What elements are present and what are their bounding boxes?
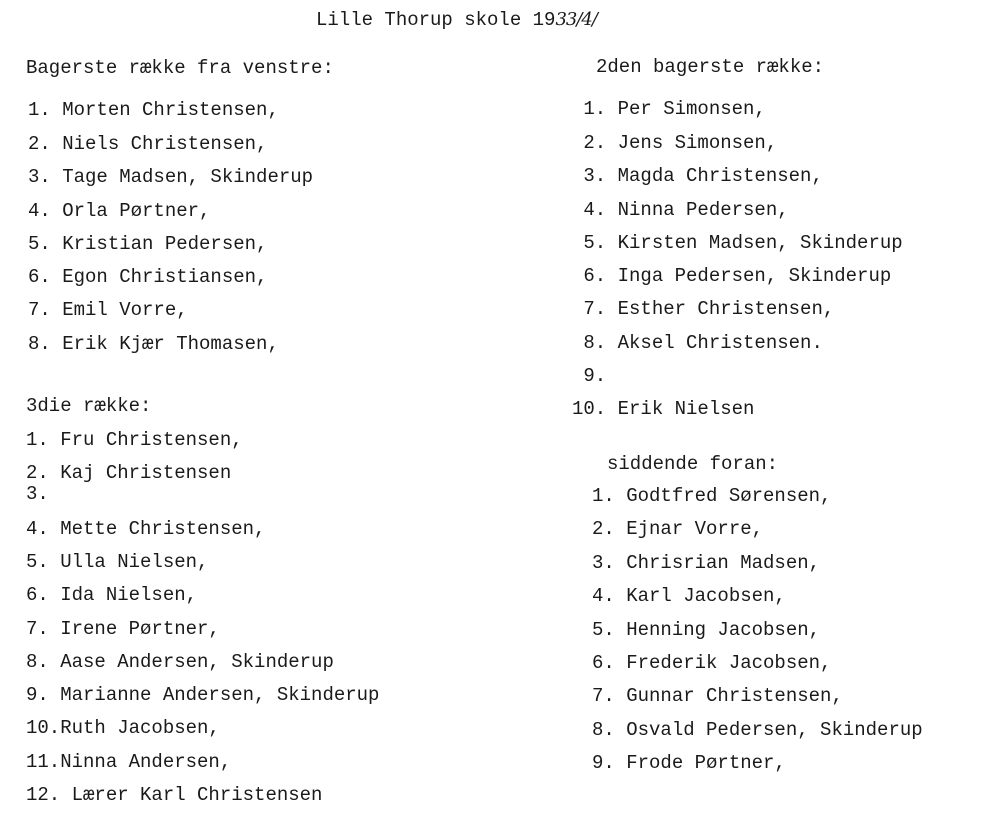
list-item: 11.Ninna Andersen,	[26, 751, 232, 773]
list-item: 9. Marianne Andersen, Skinderup	[26, 684, 380, 706]
list-item: 6. Frederik Jacobsen,	[592, 652, 832, 674]
list-item: 8. Aksel Christensen.	[572, 332, 823, 354]
title-text: Lille Thorup skole 19	[316, 9, 556, 31]
list-item: 4. Orla Pørtner,	[28, 200, 211, 222]
list-item: 6. Egon Christiansen,	[28, 266, 268, 288]
list-item: 5. Kristian Pedersen,	[28, 233, 268, 255]
list-item: 1. Morten Christensen,	[28, 99, 279, 121]
list-item: 4. Ninna Pedersen,	[572, 199, 789, 221]
list-item: 3. Chrisrian Madsen,	[592, 552, 821, 574]
list-item: 6. Ida Nielsen,	[26, 584, 198, 606]
back-row-heading: Bagerste række fra venstre:	[26, 57, 334, 79]
list-item: 3. Magda Christensen,	[572, 165, 823, 187]
list-item: 2. Ejnar Vorre,	[592, 518, 764, 540]
second-back-row-heading: 2den bagerste række:	[596, 56, 825, 78]
list-item: 7. Gunnar Christensen,	[592, 685, 843, 707]
list-item: 10. Erik Nielsen	[572, 398, 755, 420]
title-year-handwritten: 33/4/	[555, 9, 597, 30]
list-item: 8. Erik Kjær Thomasen,	[28, 333, 279, 355]
list-item: 5. Ulla Nielsen,	[26, 551, 209, 573]
third-row-heading: 3die række:	[26, 395, 152, 417]
list-item: 4. Mette Christensen,	[26, 518, 266, 540]
list-item: 2. Kaj Christensen	[26, 462, 232, 484]
list-item: 10.Ruth Jacobsen,	[26, 717, 220, 739]
document-title	[316, 8, 597, 32]
list-item: 6. Inga Pedersen, Skinderup	[572, 265, 892, 287]
list-item: 8. Osvald Pedersen, Skinderup	[592, 719, 923, 741]
list-item: 2. Jens Simonsen,	[572, 132, 778, 154]
list-item: 5. Henning Jacobsen,	[592, 619, 821, 641]
list-item: 5. Kirsten Madsen, Skinderup	[572, 232, 903, 254]
list-item: 1. Fru Christensen,	[26, 429, 243, 451]
list-item: 2. Niels Christensen,	[28, 133, 268, 155]
list-item: 7. Esther Christensen,	[572, 298, 835, 320]
list-item: 3.	[26, 483, 49, 505]
list-item: 8. Aase Andersen, Skinderup	[26, 651, 334, 673]
list-item: 9. Frode Pørtner,	[592, 752, 786, 774]
list-item: 9.	[572, 365, 607, 387]
front-seated-heading: siddende foran:	[607, 453, 779, 475]
list-item: 3. Tage Madsen, Skinderup	[28, 166, 314, 188]
list-item: 1. Per Simonsen,	[572, 98, 766, 120]
list-item: 1. Godtfred Sørensen,	[592, 485, 832, 507]
list-item: 7. Emil Vorre,	[28, 299, 188, 321]
list-item: 7. Irene Pørtner,	[26, 618, 220, 640]
list-item: 4. Karl Jacobsen,	[592, 585, 786, 607]
list-item: 12. Lærer Karl Christensen	[26, 784, 323, 806]
